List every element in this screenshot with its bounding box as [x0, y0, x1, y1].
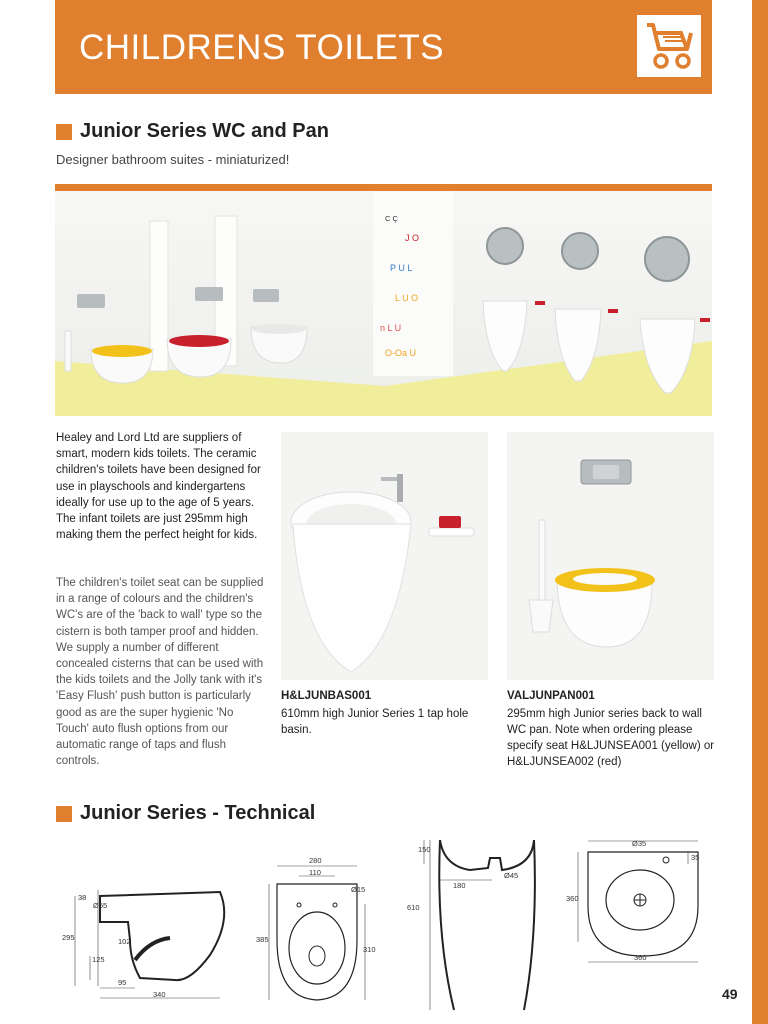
- section-heading-wc: [56, 120, 329, 143]
- section-subtitle: Designer bathroom suites - miniaturized!: [56, 152, 290, 167]
- orange-square-bullet: [56, 806, 72, 822]
- dim-label: 38: [78, 893, 87, 902]
- dim-label: Ø35: [632, 839, 647, 848]
- dim-label: 385: [256, 935, 269, 944]
- intro-paragraph-2: The children's toilet seat can be supplied in a range of colours and the children's WC's are of the 'back to wall' type so the cistern is both tamper proof and hidden. We supply a number of different concealed cisterns that can be used with the kids toilets and the Jolly tank with it's 'Easy Flush' push button is particularly good as are the super hygienic 'No Touch' auto flush options from our automatic range of taps and flush controls.: [56, 577, 264, 768]
- side-accent-bar: [752, 0, 768, 1024]
- product-code-basin: H&LJUNBAS001: [281, 690, 372, 702]
- wc-top-diagram: [255, 850, 380, 1010]
- dim-label: 180: [453, 881, 466, 890]
- svg-text:C Ç: C Ç: [385, 214, 398, 223]
- header-band: [55, 0, 712, 94]
- dim-label: 150: [418, 845, 431, 854]
- basin-side-diagram: [400, 836, 540, 1011]
- section-heading-text: Junior Series WC and Pan: [80, 120, 329, 142]
- dim-label: 280: [309, 856, 322, 865]
- dim-label: Ø15: [351, 885, 366, 894]
- dim-label: 310: [363, 945, 376, 954]
- product-desc-wc: 295mm high Junior series back to wall WC pan. Note when ordering please specify seat H&LJUNSEA001 (yellow) or H&LJUNSEA002 (red): [507, 708, 715, 768]
- basin-top-diagram: [560, 836, 710, 976]
- page-title: CHILDRENS TOILETS: [79, 28, 445, 67]
- svg-text:n L U: n L U: [380, 323, 402, 333]
- dim-label: 95: [118, 978, 127, 987]
- dim-label: 35: [691, 853, 700, 862]
- hero-bathroom-photo: [55, 191, 712, 416]
- wc-side-diagram: [60, 860, 240, 1005]
- product-code-wc: VALJUNPAN001: [507, 690, 595, 702]
- wc-pan-photo: [507, 432, 714, 680]
- stroller-icon: [637, 15, 701, 77]
- dim-label: Ø45: [504, 871, 519, 880]
- product-desc-basin: 610mm high Junior Series 1 tap hole basin.: [281, 708, 469, 736]
- basin-photo: [281, 432, 488, 680]
- dim-label: Ø55: [93, 901, 108, 910]
- dim-label: 360: [566, 894, 579, 903]
- dim-label: 110: [309, 868, 321, 877]
- svg-text:L U O: L U O: [395, 293, 419, 303]
- dim-label: 610: [407, 903, 420, 912]
- section-heading-technical: [56, 802, 315, 825]
- orange-rule: [55, 184, 712, 191]
- dim-label: 102: [118, 937, 131, 946]
- intro-paragraph-1: Healey and Lord Ltd are suppliers of smart, modern kids toilets. The ceramic children's toilets have been designed for use in playschools and kindergartens ideally for use up to the age of 5 years. The infant toilets are just 295mm high making them the perfect height for kids.: [56, 432, 261, 542]
- orange-square-bullet: [56, 124, 72, 140]
- dim-label: 295: [62, 933, 75, 942]
- svg-text:J O: J O: [405, 233, 420, 243]
- svg-text:O-Oa U: O-Oa U: [385, 348, 417, 358]
- dim-label: 125: [92, 955, 105, 964]
- dim-label: 340: [153, 990, 166, 999]
- section-heading-text: Junior Series - Technical: [80, 802, 316, 824]
- page-number: 49: [722, 986, 738, 1002]
- svg-text:P U L: P U L: [390, 263, 413, 273]
- dim-label: 360: [634, 953, 647, 962]
